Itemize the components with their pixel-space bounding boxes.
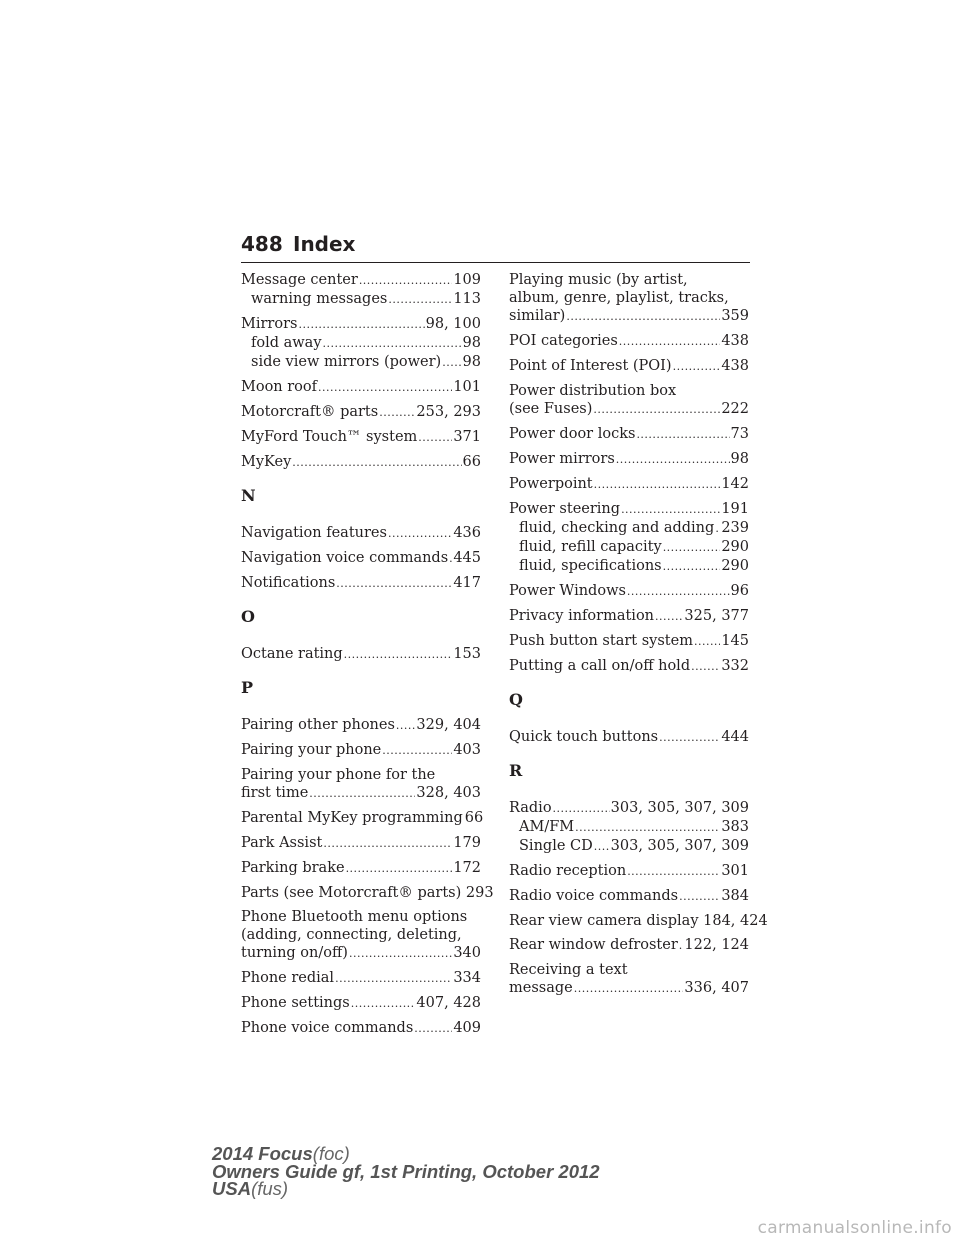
index-entry (241, 574, 481, 593)
index-entry-line (509, 332, 749, 351)
footer-line-model: 2014 Focus(foc) (212, 1143, 350, 1164)
dot-leader (574, 979, 684, 998)
page-reference: 239 (721, 520, 749, 536)
index-entry (241, 834, 481, 853)
index-entry-line (241, 645, 481, 664)
dot-leader (616, 450, 730, 469)
index-entry (509, 912, 768, 930)
entry-text: Putting a call on/off hold (509, 658, 691, 674)
index-column-right (509, 271, 768, 1004)
page-reference: 191 (721, 501, 749, 517)
index-entry-line (241, 524, 481, 543)
index-entry (241, 1019, 481, 1038)
entry-text: Receiving a text (509, 962, 628, 978)
entry-text: Park Assist (241, 835, 323, 851)
dot-leader (594, 837, 610, 856)
page-reference: 153 (453, 646, 481, 662)
index-entry (241, 969, 481, 988)
index-entry (509, 425, 749, 444)
entry-text: Radio (509, 800, 552, 816)
dot-leader (663, 557, 721, 576)
index-entry-line (509, 582, 749, 601)
entry-text: Radio voice commands (509, 888, 679, 904)
dot-leader (679, 887, 720, 906)
entry-text: Phone voice commands (241, 1020, 414, 1036)
index-entry-line (509, 979, 749, 998)
index-entry-line (509, 862, 749, 881)
index-entry-line (509, 632, 749, 651)
footer (212, 1145, 600, 1198)
index-entry (509, 632, 749, 651)
index-entry (241, 549, 481, 568)
entry-text: Single CD (519, 838, 593, 854)
dot-leader (575, 818, 720, 837)
page-reference: 253, 293 (416, 404, 481, 420)
entry-text: Moon roof (241, 379, 318, 395)
index-entry-line (509, 728, 749, 747)
page-reference: 384 (721, 888, 749, 904)
page-reference: 113 (453, 291, 481, 307)
entry-text: Push button start system (509, 633, 693, 649)
index-entry (509, 500, 749, 576)
index-entry-line (241, 315, 481, 334)
page-reference: 290 (721, 539, 749, 555)
dot-leader (449, 549, 452, 568)
entry-text: POI categories (509, 333, 618, 349)
index-entry-line (509, 271, 749, 289)
index-letter-heading: N (241, 486, 256, 505)
page-reference: 98 (730, 451, 749, 467)
dot-leader (673, 357, 721, 376)
entry-text: Privacy information (509, 608, 655, 624)
dot-leader (292, 453, 461, 472)
index-entry-line (241, 716, 481, 735)
footer-line-edition: Owners Guide gf, 1st Printing, October 2012 (212, 1160, 600, 1182)
page-reference: 98, 100 (425, 316, 481, 332)
page-reference: 142 (721, 476, 749, 492)
entry-text: Navigation voice commands (241, 550, 449, 566)
dot-leader (388, 524, 452, 543)
entry-text: Phone settings (241, 995, 350, 1011)
dot-leader (694, 632, 720, 651)
entry-text: Phone Bluetooth menu options (241, 909, 468, 925)
entry-text: Pairing your phone (241, 742, 382, 758)
index-entry-line (509, 450, 749, 469)
page-reference: 66 (462, 454, 481, 470)
index-entry (241, 453, 481, 472)
index-entry-line (241, 741, 481, 760)
index-column-left (241, 271, 494, 1044)
page-reference: 409 (453, 1020, 481, 1036)
index-entry-line (241, 908, 481, 926)
page-reference: 445 (453, 550, 481, 566)
index-entry-line (241, 271, 481, 290)
page-number: 488 (241, 232, 283, 256)
entry-text: (see Fuses) (509, 401, 593, 417)
index-entry (241, 403, 481, 422)
dot-leader (309, 784, 415, 803)
entry-text: Parts (see Motorcraft® parts) 293 (241, 885, 494, 901)
index-subentry-line (241, 290, 481, 309)
index-entry-line (241, 926, 481, 944)
index-entry (241, 809, 484, 828)
index-entry (241, 766, 481, 803)
page-reference: 222 (721, 401, 749, 417)
dot-leader (619, 332, 721, 351)
entry-text: (adding, connecting, deleting, (241, 927, 462, 943)
dot-leader (691, 657, 720, 676)
page-reference: 96 (730, 583, 749, 599)
entry-text: Power door locks (509, 426, 636, 442)
index-subentry-line (509, 818, 749, 837)
entry-text: warning messages (251, 291, 388, 307)
dot-leader (663, 538, 721, 557)
index-entry-line (241, 969, 481, 988)
index-subentry-line (509, 538, 749, 557)
index-entry (509, 887, 749, 906)
index-entry-line (241, 834, 481, 853)
section-title: Index (293, 232, 356, 256)
dot-leader (298, 315, 424, 334)
index-entry-line (241, 884, 494, 902)
entry-text: message (509, 980, 573, 996)
index-entry (509, 332, 749, 351)
index-subentry-line (241, 334, 481, 353)
page-reference: 179 (453, 835, 481, 851)
index-entry-line (509, 799, 749, 818)
entry-text: first time (241, 785, 309, 801)
page-reference: 98 (462, 335, 481, 351)
index-entry-line (509, 657, 749, 676)
dot-leader (351, 994, 416, 1013)
dot-leader (323, 334, 462, 353)
entry-text: fluid, specifications (519, 558, 662, 574)
entry-text: similar) (509, 308, 566, 324)
entry-text: fold away (251, 335, 322, 351)
index-entry-line (509, 961, 749, 979)
page-reference: 290 (721, 558, 749, 574)
index-entry (241, 716, 481, 735)
page-reference: 334 (453, 970, 481, 986)
index-entry-line (509, 936, 749, 955)
entry-text: AM/FM (519, 819, 575, 835)
dot-leader (335, 969, 452, 988)
index-subentry-line (509, 557, 749, 576)
dot-leader (388, 290, 452, 309)
index-entry (241, 994, 481, 1013)
index-entry-line (509, 475, 749, 494)
dot-leader (336, 574, 452, 593)
page-reference: 303, 305, 307, 309 (610, 800, 749, 816)
entry-text: Rear view camera display 184, 424 (509, 913, 768, 929)
index-entry (241, 741, 481, 760)
index-entry-line (241, 428, 481, 447)
entry-text: Playing music (by artist, (509, 272, 688, 288)
entry-text: album, genre, playlist, tracks, (509, 290, 729, 306)
entry-text: Rear window defroster (509, 937, 678, 953)
entry-text: Pairing your phone for the (241, 767, 436, 783)
index-entry (241, 884, 494, 902)
entry-text: Quick touch buttons (509, 729, 659, 745)
entry-text: fluid, refill capacity (519, 539, 662, 555)
dot-leader (414, 1019, 452, 1038)
dot-leader (442, 353, 461, 372)
entry-text: Octane rating (241, 646, 343, 662)
index-entry (241, 645, 481, 664)
entry-text: Notifications (241, 575, 336, 591)
page-reference: 301 (721, 863, 749, 879)
page-reference: 109 (453, 272, 481, 288)
entry-text: Mirrors (241, 316, 298, 332)
entry-text: Power distribution box (509, 383, 677, 399)
page-reference: 336, 407 (684, 980, 749, 996)
page-reference: 371 (453, 429, 481, 445)
dot-leader (346, 859, 453, 878)
index-entry (241, 859, 481, 878)
dot-leader (344, 645, 453, 664)
index-entry (509, 862, 749, 881)
entry-text: side view mirrors (power) (251, 354, 442, 370)
entry-text: Navigation features (241, 525, 387, 541)
dot-leader (396, 716, 416, 735)
page-reference: 303, 305, 307, 309 (610, 838, 749, 854)
entry-text: Power Windows (509, 583, 626, 599)
dot-leader (566, 307, 720, 326)
dot-leader (349, 944, 452, 963)
entry-text: fluid, checking and adding (519, 520, 715, 536)
entry-text: MyKey (241, 454, 292, 470)
dot-leader (627, 582, 730, 601)
index-entry (241, 271, 481, 309)
entry-text: Parental MyKey programming (241, 810, 463, 826)
page-reference: 332 (721, 658, 749, 674)
dot-leader (318, 378, 452, 397)
page-reference: 73 (730, 426, 749, 442)
page-reference: 383 (721, 819, 749, 835)
index-entry-line (509, 607, 749, 626)
dot-leader (627, 862, 720, 881)
dot-leader (379, 403, 415, 422)
index-entry (509, 961, 749, 998)
entry-text: MyFord Touch™ system (241, 429, 418, 445)
dot-leader (715, 519, 720, 538)
index-subentry-line (509, 519, 749, 538)
index-entry (509, 607, 749, 626)
index-letter-heading: O (241, 607, 255, 626)
dot-leader (359, 271, 453, 290)
index-entry (509, 728, 749, 747)
index-entry (509, 657, 749, 676)
index-entry (509, 382, 749, 419)
entry-text: Power steering (509, 501, 621, 517)
dot-leader (382, 741, 452, 760)
page-reference: 438 (721, 358, 749, 374)
index-entry-line (241, 784, 481, 803)
dot-leader (418, 428, 452, 447)
entry-text: Power mirrors (509, 451, 615, 467)
entry-text: Message center (241, 272, 358, 288)
index-subentry-line (509, 837, 749, 856)
entry-text: Pairing other phones (241, 717, 395, 733)
index-entry-line (241, 994, 481, 1013)
dot-leader (621, 500, 720, 519)
page-reference: 172 (453, 860, 481, 876)
index-entry-line (509, 425, 749, 444)
index-letter-heading: R (509, 761, 523, 780)
index-entry-line (509, 289, 749, 307)
index-entry-line (509, 912, 768, 930)
page-reference: 66 (464, 810, 484, 826)
page-reference: 436 (453, 525, 481, 541)
page-reference: 325, 377 (684, 608, 749, 624)
page-reference: 417 (453, 575, 481, 591)
dot-leader (659, 728, 720, 747)
index-entry-line (241, 378, 481, 397)
page-reference: 101 (453, 379, 481, 395)
index-entry-line (509, 500, 749, 519)
entry-text: Motorcraft® parts (241, 404, 379, 420)
index-entry (509, 936, 749, 955)
page-reference: 438 (721, 333, 749, 349)
index-subentry-line (241, 353, 481, 372)
index-entry (241, 428, 481, 447)
index-entry-line (241, 574, 481, 593)
index-entry-line (509, 382, 749, 400)
index-entry (509, 357, 749, 376)
page-reference: 122, 124 (684, 937, 749, 953)
index-entry-line (509, 400, 749, 419)
dot-leader (679, 936, 684, 955)
index-entry (509, 799, 749, 856)
index-entry (241, 315, 481, 372)
index-entry (509, 271, 749, 326)
index-entry-line (509, 887, 749, 906)
entry-text: Radio reception (509, 863, 627, 879)
dot-leader (553, 799, 610, 818)
index-entry-line (509, 357, 749, 376)
index-letter-heading: P (241, 678, 254, 697)
index-entry (509, 450, 749, 469)
index-entry-line (241, 549, 481, 568)
entry-text: turning on/off) (241, 945, 348, 961)
dot-leader (594, 475, 721, 494)
page-reference: 145 (721, 633, 749, 649)
index-entry-line (241, 403, 481, 422)
index-letter-heading: Q (509, 690, 523, 709)
index-entry (509, 475, 749, 494)
dot-leader (593, 400, 720, 419)
page-reference: 359 (721, 308, 749, 324)
watermark: carmanualsonline.info (757, 1218, 952, 1238)
page-header (241, 230, 750, 263)
index-entry (241, 908, 481, 963)
footer-line-region: USA(fus) (212, 1178, 289, 1199)
index-entry (241, 524, 481, 543)
index-entry-line (241, 453, 481, 472)
page-reference: 407, 428 (416, 995, 481, 1011)
page-reference: 329, 404 (416, 717, 481, 733)
dot-leader (636, 425, 729, 444)
index-entry-line (509, 307, 749, 326)
index-entry-line (241, 944, 481, 963)
page-reference: 98 (462, 354, 481, 370)
entry-text: Point of Interest (POI) (509, 358, 672, 374)
index-entry (241, 378, 481, 397)
dot-leader (323, 834, 452, 853)
index-entry-line (241, 766, 481, 784)
entry-text: Parking brake (241, 860, 345, 876)
page-reference: 328, 403 (416, 785, 481, 801)
entry-text: Phone redial (241, 970, 335, 986)
entry-text: Powerpoint (509, 476, 593, 492)
page-reference: 444 (721, 729, 749, 745)
page-reference: 403 (453, 742, 481, 758)
index-entry-line (241, 1019, 481, 1038)
dot-leader (655, 607, 683, 626)
index-entry-line (241, 809, 484, 828)
index-entry (509, 582, 749, 601)
page-reference: 340 (453, 945, 481, 961)
index-entry-line (241, 859, 481, 878)
